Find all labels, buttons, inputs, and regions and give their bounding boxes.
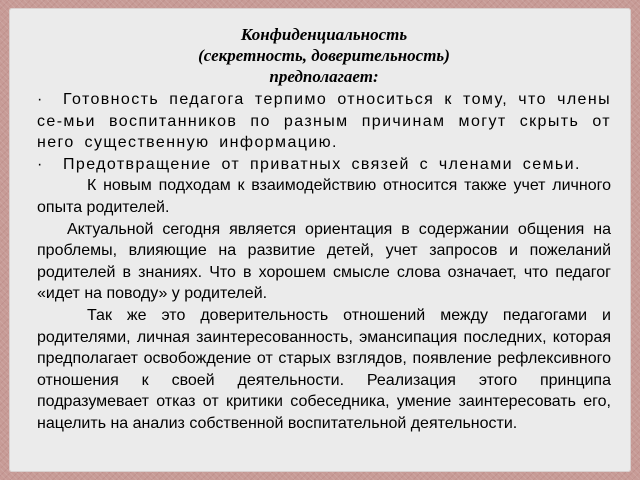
bullet-text: Готовность педагога терпимо относиться к тому, что члены се-мьи воспитанников по разным причинам могут скрыть от него существенную информацию.: [37, 91, 611, 152]
bullet-marker: ·: [37, 155, 44, 173]
bullet-item-1: [37, 89, 611, 154]
bullet-marker: ·: [37, 91, 44, 108]
title-line-3: предполагает:: [269, 67, 379, 86]
title-line-2: (секретность, доверительность): [198, 46, 450, 65]
title-line-1: Конфиденциальность: [240, 25, 408, 44]
bullet-text: Предотвращение от приватных связей с членами семьи.: [63, 155, 581, 173]
slide-content-panel: [9, 8, 631, 472]
paragraph-orientation: Актуальной сегодня является ориентация в содержании общения на проблемы, влияющие на развитие детей, учет запросов и пожеланий родителей в знаниях. Что в хорошем смысле слова означает, что педагог «идет на поводу» у родителей.: [37, 220, 611, 303]
bullet-item-2: [37, 154, 611, 176]
paragraph-trust: Так же это доверительность отношений между педагогами и родителями, личная заинтересованность, эмансипация последних, которая предполагает освобождение от старых взглядов, появление рефлексивного отношения к своей деятельности. Реализация этого принципа подразумевает отказ от критики собеседника, умение заинтересовать его, нацелить на анализ собственной воспитательной деятельности.: [37, 306, 611, 432]
slide-title: [37, 24, 611, 87]
paragraph-personal-experience: К новым подходам к взаимодействию относится также учет личного опыта родителей.: [37, 177, 611, 216]
slide-body: [37, 89, 611, 435]
